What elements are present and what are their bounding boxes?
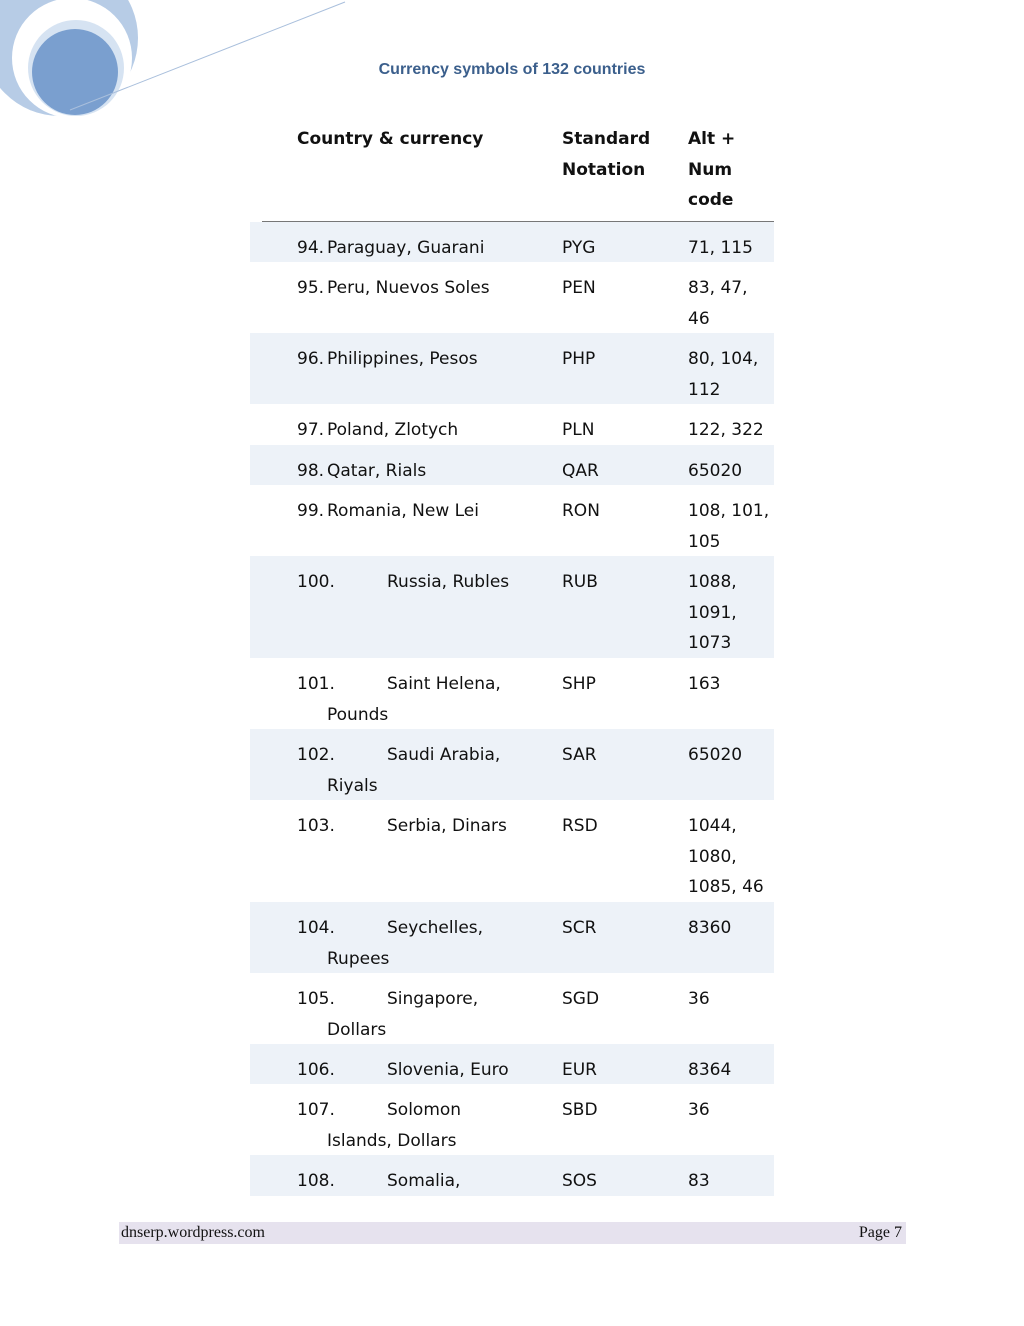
row-number: 105.: [297, 989, 335, 1009]
country-currency: Solomon: [387, 1100, 462, 1120]
standard-notation: SCR: [562, 918, 597, 938]
page-number: Page 7: [858, 1224, 902, 1241]
country-currency-continued: Dollars: [327, 1019, 387, 1040]
table-row: [250, 445, 774, 485]
country-currency: Saint Helena,: [387, 674, 501, 694]
alt-num-code: 71, 115: [688, 238, 753, 258]
country-currency: Paraguay, Guarani: [327, 238, 485, 258]
alt-num-code: 36: [688, 1100, 710, 1120]
table-row: [250, 262, 774, 333]
standard-notation: SHP: [562, 674, 596, 694]
table-row: [250, 800, 774, 902]
standard-notation: PLN: [562, 420, 595, 440]
row-number: 97.: [297, 420, 325, 440]
row-number: 95.: [297, 278, 325, 298]
document-title: Currency symbols of 132 countries: [378, 61, 646, 78]
row-number: 96.: [297, 349, 325, 369]
alt-num-code: 65020: [688, 461, 743, 481]
table-row: [250, 1155, 774, 1196]
table-row: [250, 902, 774, 973]
row-number: 106.: [297, 1060, 335, 1080]
country-currency: Somalia,: [387, 1171, 461, 1191]
standard-notation: SAR: [562, 745, 597, 765]
table-row: [250, 729, 774, 800]
country-currency-continued: Rupees: [327, 948, 390, 969]
alt-num-code: 80, 104, 112: [688, 349, 759, 400]
page-footer: [119, 1222, 906, 1244]
country-currency: Russia, Rubles: [387, 572, 510, 592]
country-currency-continued: Islands, Dollars: [327, 1130, 457, 1151]
country-currency: Singapore,: [387, 989, 479, 1009]
alt-num-code: 65020: [688, 745, 743, 765]
table-row: [250, 1084, 774, 1155]
country-currency: Serbia, Dinars: [387, 816, 507, 836]
country-currency: Qatar, Rials: [327, 461, 427, 481]
country-currency: Slovenia, Euro: [387, 1060, 509, 1080]
footer-site: dnserp.wordpress.com: [121, 1224, 265, 1241]
table-row: [250, 222, 774, 262]
alt-num-code: 8360: [688, 918, 732, 938]
row-number: 99.: [297, 501, 325, 521]
alt-num-code: 36: [688, 989, 710, 1009]
table-row: [250, 404, 774, 445]
alt-num-code: 122, 322: [688, 420, 764, 440]
row-number: 102.: [297, 745, 335, 765]
alt-num-code: 108, 101, 105: [688, 501, 770, 552]
alt-num-code: 83, 47, 46: [688, 278, 748, 329]
table-header: [297, 124, 777, 220]
standard-notation: RON: [562, 501, 600, 521]
alt-num-code: 1088, 1091, 1073: [688, 572, 737, 653]
alt-num-code: 8364: [688, 1060, 732, 1080]
standard-notation: SBD: [562, 1100, 598, 1120]
row-number: 103.: [297, 816, 335, 836]
standard-notation: QAR: [562, 461, 599, 481]
header-country: Country & currency: [297, 129, 484, 149]
country-currency: Romania, New Lei: [327, 501, 479, 521]
table-row: [250, 1044, 774, 1084]
table-row: [250, 556, 774, 658]
standard-notation: SOS: [562, 1171, 597, 1191]
country-currency: Saudi Arabia,: [387, 745, 501, 765]
standard-notation: RUB: [562, 572, 598, 592]
row-number: 94.: [297, 238, 325, 258]
table-row: [250, 658, 774, 729]
standard-notation: PYG: [562, 238, 596, 258]
country-currency: Poland, Zlotych: [327, 420, 459, 440]
header-notation: Standard Notation: [562, 129, 651, 180]
country-currency-continued: Riyals: [327, 775, 378, 796]
alt-num-code: 163: [688, 674, 721, 694]
standard-notation: SGD: [562, 989, 600, 1009]
country-currency-continued: Pounds: [327, 704, 389, 725]
standard-notation: EUR: [562, 1060, 597, 1080]
country-currency: Seychelles,: [387, 918, 484, 938]
row-number: 100.: [297, 572, 335, 592]
standard-notation: PEN: [562, 278, 596, 298]
country-currency: Philippines, Pesos: [327, 349, 478, 369]
row-number: 101.: [297, 674, 335, 694]
row-number: 104.: [297, 918, 335, 938]
alt-num-code: 1044, 1080, 1085, 46: [688, 816, 764, 897]
table-row: [250, 485, 774, 556]
table-row: [250, 973, 774, 1044]
standard-notation: RSD: [562, 816, 598, 836]
row-number: 108.: [297, 1171, 335, 1191]
row-number: 98.: [297, 461, 325, 481]
standard-notation: PHP: [562, 349, 596, 369]
table-row: [250, 333, 774, 404]
header-alt: Alt + Num code: [688, 129, 736, 210]
row-number: 107.: [297, 1100, 335, 1120]
country-currency: Peru, Nuevos Soles: [327, 278, 490, 298]
alt-num-code: 83: [688, 1171, 710, 1191]
